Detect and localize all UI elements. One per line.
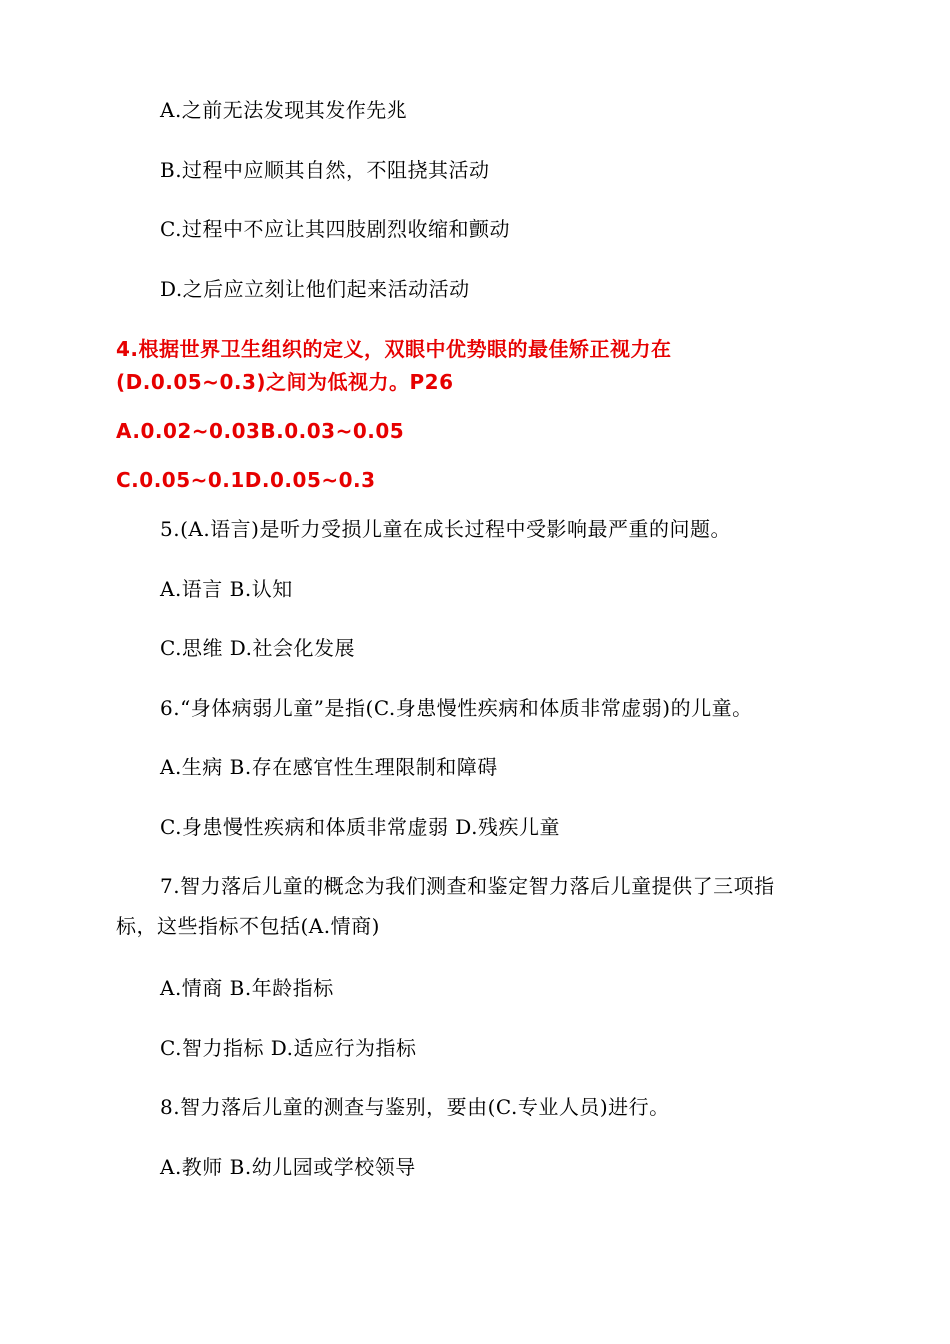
q4-question-line1: 4.根据世界卫生组织的定义，双眼中优势眼的最佳矫正视力在 (116, 337, 672, 361)
q7-question: 7.智力落后儿童的概念为我们测查和鉴定智力落后儿童提供了三项指标，这些指标不包括(A.情商) (116, 874, 775, 938)
q8-options-ab: A.教师 B.幼儿园或学校领导 (160, 1155, 416, 1179)
q3-option-d: D.之后应立刻让他们起来活动活动 (160, 277, 470, 301)
q7-options-ab: A.情商 B.年龄指标 (160, 976, 334, 1000)
q5-question: 5.(A.语言)是听力受损儿童在成长过程中受影响最严重的问题。 (160, 517, 731, 541)
q6-options-ab: A.生病 B.存在感官性生理限制和障碍 (160, 755, 498, 779)
q6-question: 6.“身体病弱儿童”是指(C.身患慢性疾病和体质非常虚弱)的儿童。 (160, 696, 753, 720)
q6-options-cd: C.身患慢性疾病和体质非常虚弱 D.残疾儿童 (160, 815, 560, 839)
q3-option-c: C.过程中不应让其四肢剧烈收缩和颤动 (160, 217, 510, 241)
q5-options-ab: A.语言 B.认知 (160, 577, 293, 601)
q3-option-b: B.过程中应顺其自然，不阻挠其活动 (160, 158, 490, 182)
q3-option-a: A.之前无法发现其发作先兆 (160, 98, 408, 122)
q4-options-cd: C.0.05~0.1D.0.05~0.3 (116, 468, 376, 492)
q8-question: 8.智力落后儿童的测查与鉴别，要由(C.专业人员)进行。 (160, 1095, 670, 1119)
q7-options-cd: C.智力指标 D.适应行为指标 (160, 1036, 417, 1060)
q5-options-cd: C.思维 D.社会化发展 (160, 636, 355, 660)
q4-question-line2: (D.0.05~0.3)之间为低视力。P26 (116, 370, 454, 394)
q4-options-ab: A.0.02~0.03B.0.03~0.05 (116, 419, 405, 443)
